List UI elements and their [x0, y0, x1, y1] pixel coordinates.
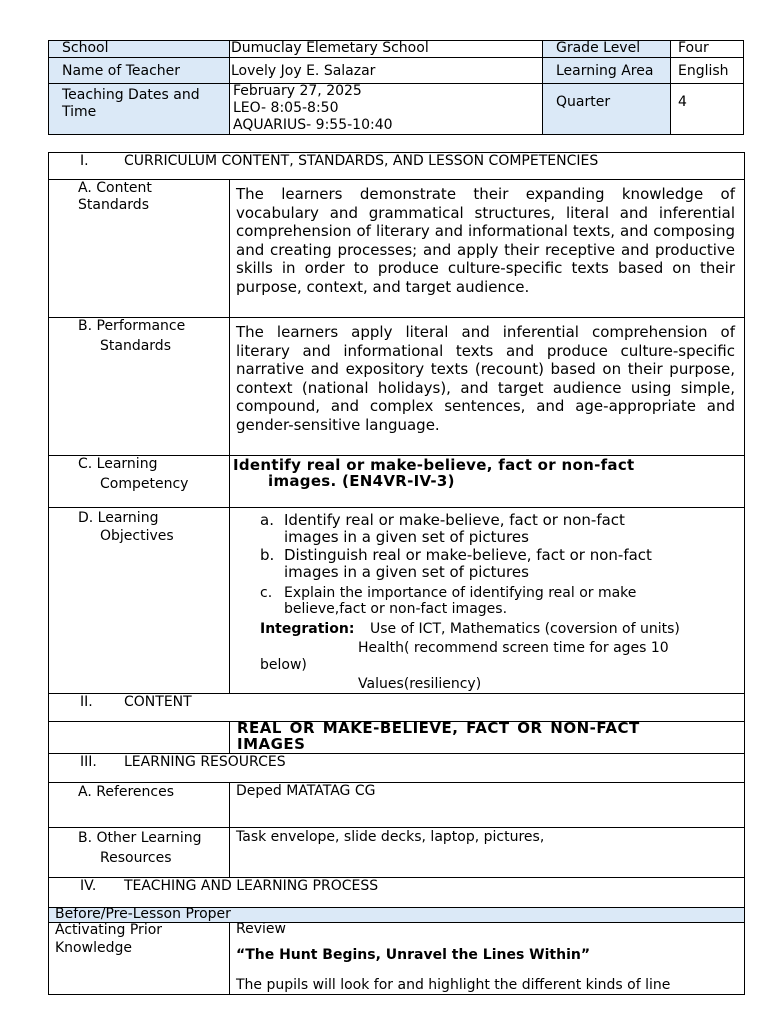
area-label: Learning Area: [556, 63, 654, 79]
dates-value-line3: AQUARIUS- 9:55-10:40: [233, 117, 393, 133]
objective-a-line2: images in a given set of pictures: [284, 528, 529, 546]
performance-label-line1: B. Performance: [78, 318, 186, 334]
content-standards-label-line2: Standards: [78, 197, 149, 213]
objective-b-line2: images in a given set of pictures: [284, 563, 529, 581]
competency-label-line1: C. Learning: [78, 456, 158, 472]
performance-label-line2: Standards: [100, 338, 171, 354]
phase-label: Before/Pre-Lesson Proper: [55, 906, 231, 922]
content-topic-left-cell: [48, 721, 230, 754]
content-standards-label-line1: A. Content: [78, 180, 152, 196]
review-label: Review: [236, 921, 286, 937]
dates-value-line2: LEO- 8:05-8:50: [233, 100, 339, 116]
activating-label-line1: Activating Prior: [55, 922, 163, 938]
objective-b-line1: Distinguish real or make-believe, fact or non-fact: [284, 546, 652, 564]
grade-label: Grade Level: [556, 40, 641, 56]
dates-label-line2: Time: [62, 104, 97, 120]
other-resources-label-line1: B. Other Learning: [78, 830, 202, 846]
section4-numeral: IV.: [80, 878, 97, 894]
objective-a-marker: a.: [260, 511, 274, 529]
section3-numeral: III.: [80, 754, 97, 770]
dates-value-line1: February 27, 2025: [233, 83, 362, 99]
school-label: School: [62, 40, 109, 56]
objectives-label-line2: Objectives: [100, 528, 174, 544]
performance-standards-text: The learners apply literal and inferential comprehension of literary and informational texts and produce culture-specific narrative and expository texts (recount) based on their purpose, context (national holidays), and target audience using simple, compound, and complex sentences, and age-appropriate and gender-sensitive language.: [236, 323, 735, 434]
other-resources-label-line2: Resources: [100, 850, 172, 866]
teacher-label: Name of Teacher: [62, 63, 181, 79]
section2-numeral: II.: [80, 694, 93, 710]
activating-label-line2: Knowledge: [55, 940, 132, 956]
section2-title: CONTENT: [124, 694, 192, 710]
section1-numeral: I.: [80, 153, 89, 169]
section4-title: TEACHING AND LEARNING PROCESS: [124, 878, 379, 894]
references-label: A. References: [78, 784, 175, 800]
references-value: Deped MATATAG CG: [236, 783, 376, 799]
section1-title: CURRICULUM CONTENT, STANDARDS, AND LESSON COMPETENCIES: [124, 153, 599, 169]
competency-text-line1: Identify real or make-believe, fact or non-fact: [233, 456, 635, 474]
competency-text-line2: images. (EN4VR-IV-3): [268, 472, 455, 490]
integration-values: Values(resiliency): [358, 676, 482, 692]
objectives-label-line1: D. Learning: [78, 510, 159, 526]
activity-text: The pupils will look for and highlight the different kinds of line: [236, 977, 671, 993]
integration-label: Integration:: [260, 621, 355, 637]
teacher-value: Lovely Joy E. Salazar: [231, 63, 376, 79]
integration-text: Use of ICT, Mathematics (coversion of units): [370, 621, 680, 637]
objective-b-marker: b.: [260, 546, 275, 564]
objective-c-marker: c.: [260, 585, 273, 601]
grade-value: Four: [678, 40, 709, 56]
content-standards-text: The learners demonstrate their expanding knowledge of vocabulary and grammatical structures, literal and inferential comprehension of literary and informational texts, and composing and creating processes; and apply their receptive and productive skills in order to produce culture-specific texts based on their purpose, context, and target audience.: [236, 185, 735, 296]
activity-title: “The Hunt Begins, Unravel the Lines Within”: [236, 947, 591, 963]
quarter-value: 4: [678, 94, 687, 110]
other-resources-value: Task envelope, slide decks, laptop, pictures,: [236, 829, 545, 845]
school-value: Dumuclay Elemetary School: [231, 40, 429, 56]
objective-a-line1: Identify real or make-believe, fact or non-fact: [284, 511, 625, 529]
integration-health-line2: below): [260, 657, 307, 673]
area-value: English: [678, 63, 729, 79]
content-topic-line1: REAL OR MAKE-BELIEVE, FACT OR NON-FACT: [237, 719, 640, 737]
competency-label-line2: Competency: [100, 476, 189, 492]
quarter-label: Quarter: [556, 94, 611, 110]
dates-label-line1: Teaching Dates and: [62, 87, 200, 103]
objective-c-line1: Explain the importance of identifying real or make: [284, 585, 637, 601]
content-topic-line2: IMAGES: [237, 735, 306, 753]
section3-title: LEARNING RESOURCES: [124, 754, 286, 770]
integration-health-line1: Health( recommend screen time for ages 10: [358, 640, 669, 656]
objective-c-line2: believe,fact or non-fact images.: [284, 601, 508, 617]
